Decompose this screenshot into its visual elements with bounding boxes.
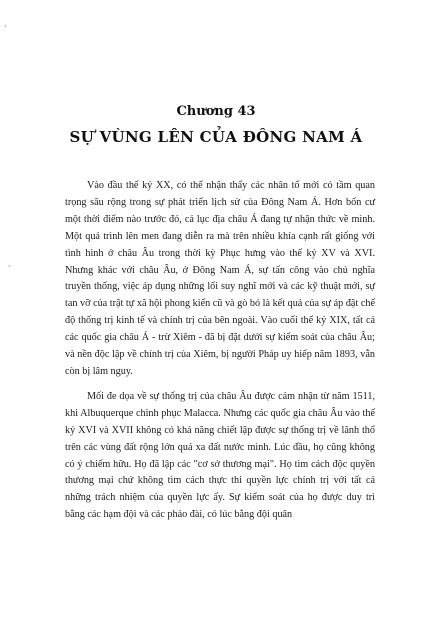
scan-speck: · (4, 22, 7, 31)
chapter-title: SỰ VÙNG LÊN CỦA ĐÔNG NAM Á (69, 128, 363, 146)
paragraph: Vào đầu thế kỷ XX, có thể nhận thấy các nhân tố mới có tầm quan trọng sâu rộng trong sự phát triển lịch sử của Đông Nam Á. Hơn bốn cư một thời điểm nào trước đó, cả lục địa châu Á đang tự nhận thức về mình. Một quá trình lên men đang diễn ra mà trên nhiều khía cạnh rất giống với tình hình ở châu Âu trong thời kỳ Phục hưng vào thế kỷ XV và XVI. Nhưng khác với châu Âu, ở Đông Nam Á, sự tấn công vào chủ nghĩa truyền thống, việc áp dụng những lối suy nghĩ mới và các kỹ thuật mới, sự tan vỡ của trật tự xã hội phong kiến cũ và gò bó là kết quả của sự áp đặt chế độ thống trị kinh tế và chính trị của bên ngoài. Vào cuối thế kỷ XIX, tất cả các quốc gia châu Á - trừ Xiêm - đã bị đặt dưới sự kiểm soát của châu Âu; và nền độc lập về chính trị của Xiêm, bị người Pháp uy hiếp năm 1893, vẫn còn bị lâm nguy. (65, 180, 375, 377)
body-text (65, 178, 375, 532)
paragraph: Mối đe dọa về sự thống trị của châu Âu được cảm nhận từ năm 1511, khi Albuquerque chinh phục Malacca. Nhưng các quốc gia châu Âu vào thế kỷ XVI và XVII không có khả năng chiết lập được sự thống trị về lãnh thổ trên các vùng đất rộng lớn quá xa đất nước mình. Lúc đầu, họ cũng không có ý chiếm hữu. Họ đã lập các "cơ sở thương mại". Họ tìm cách độc quyền thương mại chứ không tìm cách thực thi quyền lực chính trị với tất cả những trách nhiệm của quyền lực ấy. Sự kiểm soát của họ được duy trì bằng các hạm đội và các pháo đài, có lúc bằng đội quân (65, 390, 375, 521)
chapter-label: Chương 43 (176, 104, 256, 119)
scan-speck: · (8, 262, 11, 271)
